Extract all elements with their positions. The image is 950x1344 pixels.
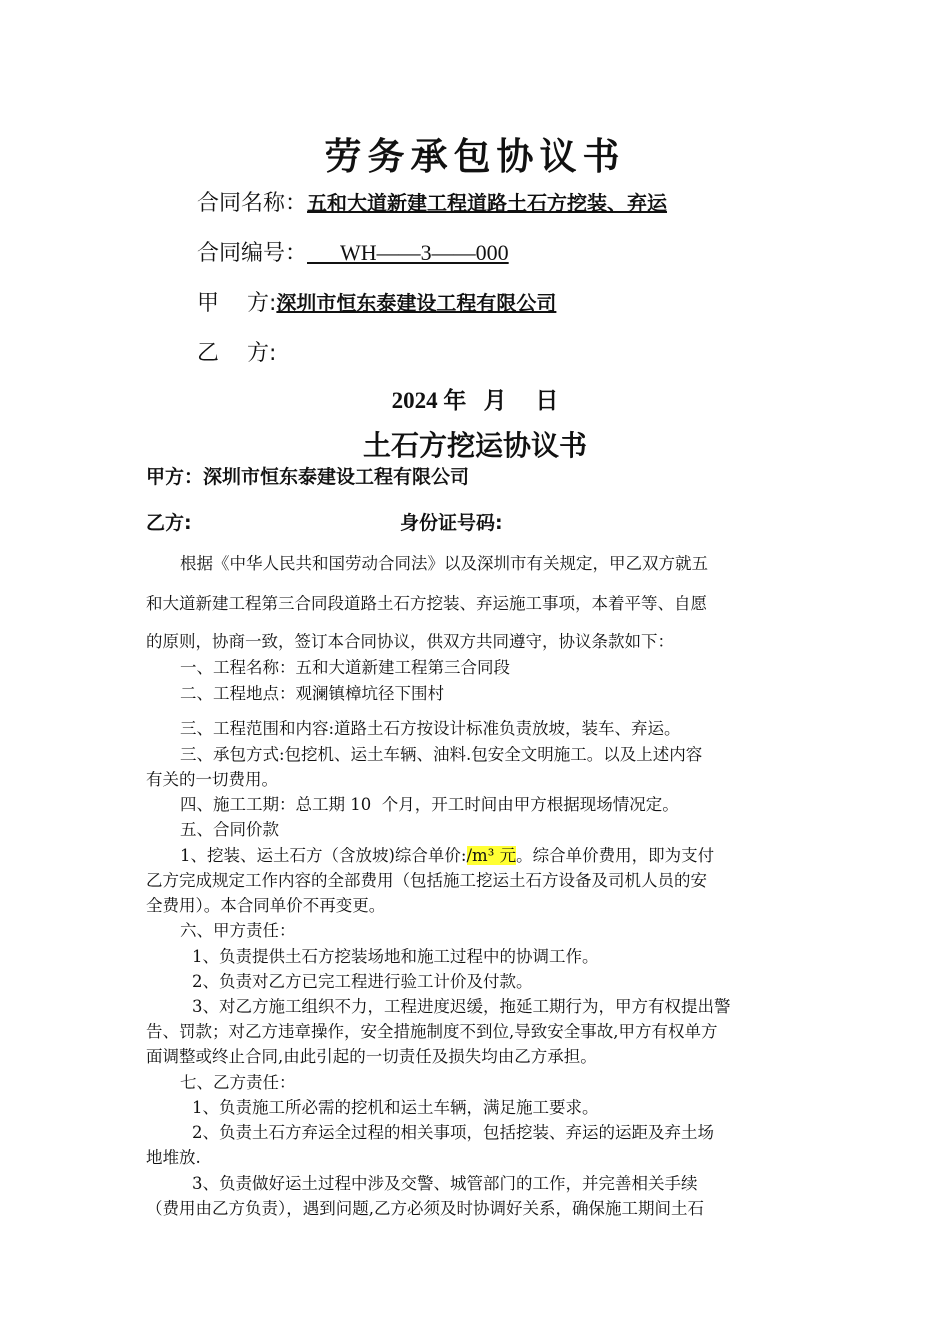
clause-scope: 三、工程范围和内容:道路土石方按设计标准负责放坡，装车、弃运。 — [180, 719, 681, 738]
contract-name-row — [197, 186, 667, 217]
unit-price-highlight: /m³ 元 — [466, 846, 517, 865]
contract-no-label: 合同编号： — [197, 241, 308, 266]
party-b-duty-2-l2: 地堆放. — [146, 1148, 201, 1167]
clause-party-a-duties: 六、甲方责任： — [180, 921, 296, 940]
intro-line-3: 的原则，协商一致，签订本合同协议，供双方共同遵守，协议条款如下： — [146, 632, 674, 651]
party-a-value: 深圳市恒东泰建设工程有限公司 — [276, 291, 557, 315]
clause-contract-mode-l1: 三、承包方式:包挖机、运土车辆、油料.包安全文明施工。以及上述内容 — [180, 745, 703, 764]
clause-project-name: 一、工程名称：五和大道新建工程第三合同段 — [180, 658, 510, 677]
contract-no-row — [197, 236, 509, 267]
party-a-duty-3-l1: 3、对乙方施工组织不力，工程进度迟缓，拖延工期行为，甲方有权提出警 — [192, 997, 731, 1016]
price-text-b: 。综合单价费用，即为支付 — [516, 846, 715, 865]
party-a-duty-1: 1、负责提供土石方挖装场地和施工过程中的协调工作。 — [192, 947, 599, 966]
clause-price-l2: 乙方完成规定工作内容的全部费用（包括施工挖运土石方设备及司机人员的安 — [146, 871, 707, 890]
party-b-duty-1: 1、负责施工所必需的挖机和运土车辆，满足施工要求。 — [192, 1098, 599, 1117]
party-a-row — [197, 286, 556, 317]
clause-price-heading: 五、合同价款 — [180, 820, 279, 839]
clause-contract-mode-l2: 有关的一切费用。 — [146, 770, 278, 789]
clause-party-b-duties: 七、乙方责任： — [180, 1073, 296, 1092]
contract-name-value: 五和大道新建工程道路土石方挖装、弃运 — [307, 191, 668, 215]
party-a-label: 甲 方: — [197, 291, 277, 316]
party-a-duty-3-l3: 面调整或终止合同,由此引起的一切责任及损失均由乙方承担。 — [146, 1047, 597, 1066]
document-title: 劳务承包协议书 — [324, 135, 626, 178]
party-b-duty-3-l1: 3、负责做好运土过程中涉及交警、城管部门的工作，并完善相关手续 — [192, 1174, 698, 1193]
agreement-party-a: 甲方：深圳市恒东泰建设工程有限公司 — [146, 466, 470, 488]
contract-date: 2024 年 月 日 — [391, 388, 559, 413]
id-number-label: 身份证号码: — [400, 512, 503, 534]
party-b-duty-3-l2: （费用由乙方负责），遇到问题,乙方必须及时协调好关系，确保施工期间土石 — [146, 1199, 704, 1218]
clause-price-l1 — [180, 842, 714, 866]
clause-duration: 四、施工工期：总工期 10 个月，开工时间由甲方根据现场情况定。 — [180, 795, 679, 814]
price-text-a: 1、挖装、运土石方（含放坡)综合单价: — [180, 846, 467, 865]
intro-line-2: 和大道新建工程第三合同段道路土石方挖装、弃运施工事项，本着平等、自愿 — [146, 594, 707, 613]
clause-project-location: 二、工程地点：观澜镇樟坑径下围村 — [180, 684, 444, 703]
clause-price-l3: 全费用）。本合同单价不再变更。 — [146, 896, 386, 915]
party-b-label: 乙 方: — [197, 341, 277, 366]
party-a-duty-3-l2: 告、罚款；对乙方违章操作，安全措施制度不到位,导致安全事故,甲方有权单方 — [146, 1022, 718, 1041]
party-b-duty-2-l1: 2、负责土石方弃运全过程的相关事项，包括挖装、弃运的运距及弃土场 — [192, 1123, 714, 1142]
intro-line-1: 根据《中华人民共和国劳动合同法》以及深圳市有关规定，甲乙双方就五 — [180, 554, 708, 573]
agreement-party-b: 乙方: — [146, 512, 192, 534]
party-a-duty-2: 2、负责对乙方已完工程进行验工计价及付款。 — [192, 972, 533, 991]
contract-name-label: 合同名称： — [197, 191, 308, 216]
agreement-title: 土石方挖运协议书 — [362, 429, 587, 462]
contract-no-value: WH——3——000 — [307, 240, 509, 265]
